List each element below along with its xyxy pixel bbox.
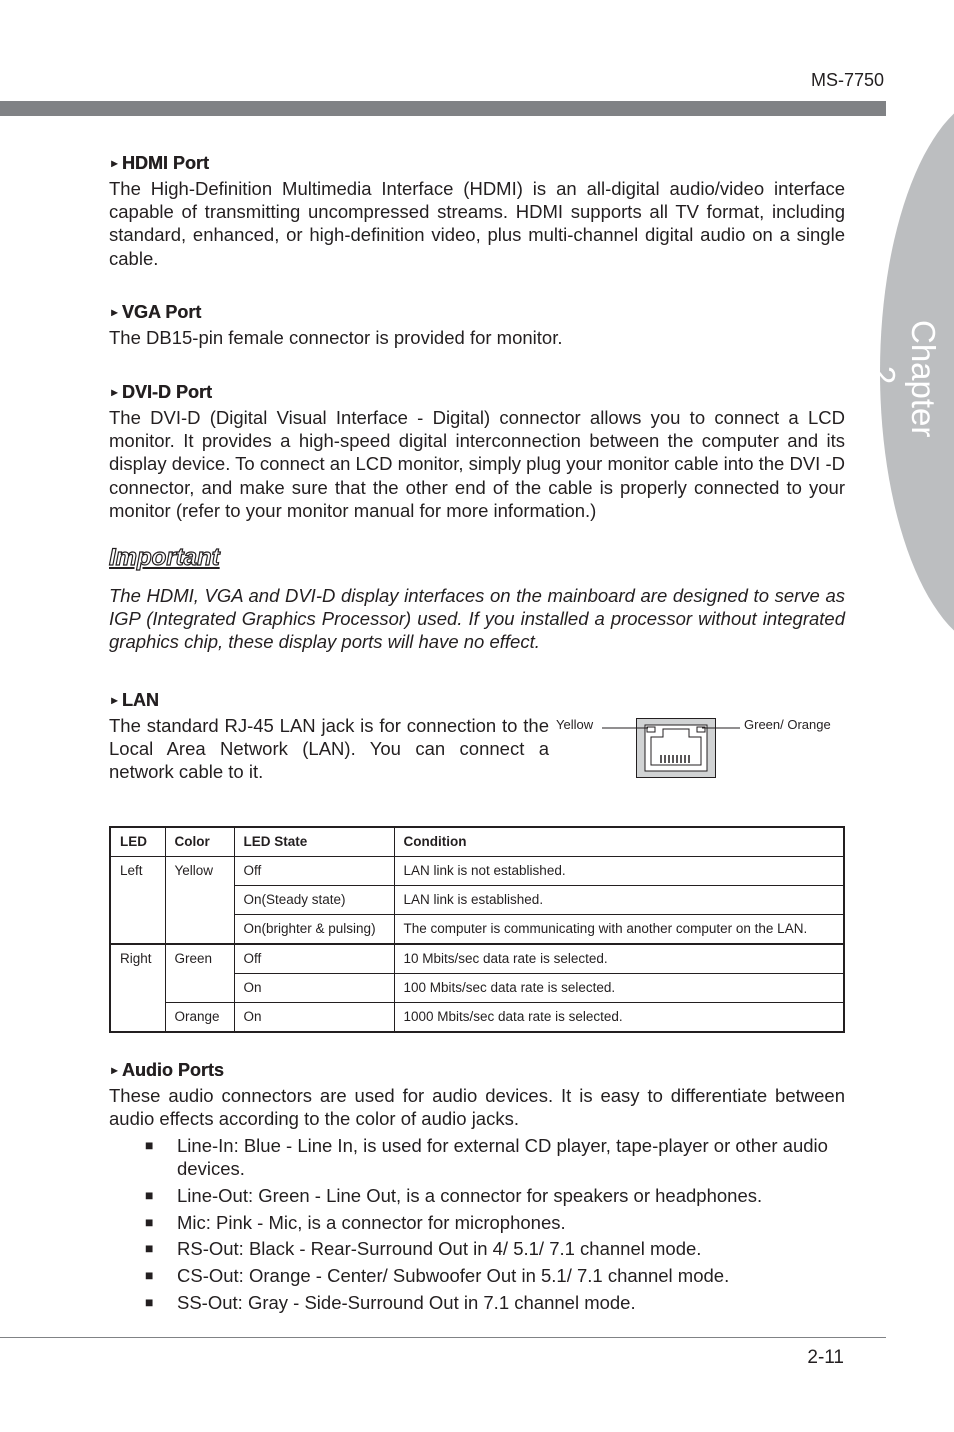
audio-list — [109, 1134, 845, 1314]
triangle-bullet-icon: ► — [109, 387, 120, 400]
square-bullet-icon: ■ — [145, 1213, 154, 1230]
list-item — [109, 1184, 845, 1207]
lan-heading — [109, 687, 845, 714]
hdmi-title: HDMI Port — [121, 153, 209, 173]
square-bullet-icon: ■ — [145, 1240, 154, 1257]
important-heading: Important — [109, 544, 220, 572]
list-item — [109, 1211, 845, 1234]
triangle-bullet-icon: ► — [109, 306, 120, 319]
dvi-title: DVI-D Port — [121, 382, 212, 403]
table-row — [110, 1002, 844, 1032]
hdmi-heading — [109, 150, 845, 177]
list-item — [109, 1134, 845, 1180]
table-header-row — [110, 827, 844, 857]
triangle-bullet-icon: ► — [109, 1064, 120, 1077]
color-cell: Green — [165, 944, 234, 1003]
condition-cell: LAN link is established. — [394, 885, 844, 914]
dvi-body: The DVI-D (Digital Visual Interface - Digital) connector allows you to connect a LCD monitor. It provides a high-speed digital interconnection between the computer and its display device. To connect an LCD monitor, simply plug your monitor cable into the DVI -D connector, and make sure that the other end of the cable is properly connected to your monitor (refer to your monitor manual for more information.) — [109, 407, 845, 521]
state-cell: Off — [234, 944, 394, 974]
led-pointer-lines — [552, 718, 852, 738]
list-item — [109, 1291, 845, 1314]
hdmi-body: The High-Definition Multimedia Interface (HDMI) is an all-digital audio/video interface capable of transmitting uncompressed streams. HDMI supports all TV format, including standard, enhanced, or high-definition video, plus multi-channel digital audio on a single cable. — [109, 178, 845, 269]
state-cell: Off — [234, 856, 394, 885]
condition-cell: 10 Mbits/sec data rate is selected. — [394, 944, 844, 974]
led-cell: Right — [110, 944, 165, 1032]
square-bullet-icon: ■ — [145, 1267, 154, 1284]
state-cell: On — [234, 1002, 394, 1032]
list-item-text: CS-Out: Orange - Center/ Subwoofer Out in 5.1/ 7.1 channel mode. — [177, 1265, 730, 1287]
list-item — [109, 1264, 845, 1287]
lan-row — [109, 714, 845, 806]
list-item — [109, 1237, 845, 1260]
table-header: LED — [110, 827, 165, 857]
model-number: MS-7750 — [810, 70, 884, 90]
square-bullet-icon: ■ — [145, 1186, 154, 1203]
audio-body: These audio connectors are used for audio devices. It is easy to differentiate between audio effects according to the color of audio jacks. — [109, 1084, 845, 1129]
square-bullet-icon: ■ — [145, 1293, 154, 1310]
header-bar — [0, 101, 886, 116]
page-content — [109, 150, 845, 1317]
important-body: The HDMI, VGA and DVI-D display interfaces on the mainboard are designed to serve as IGP (Integrated Graphics Processor) used. If you installed a processor without integrated graphics chip, these display ports will have no effect. — [109, 585, 845, 653]
led-cell: Left — [110, 856, 165, 944]
table-row — [110, 856, 844, 885]
square-bullet-icon: ■ — [145, 1137, 154, 1154]
table-row — [110, 944, 844, 974]
list-item-text: Line-Out: Green - Line Out, is a connector for speakers or headphones. — [177, 1184, 763, 1206]
page-number: 2-11 — [807, 1347, 844, 1368]
footer-rule — [0, 1337, 886, 1338]
audio-title: Audio Ports — [121, 1059, 224, 1080]
lan-body: The standard RJ-45 LAN jack is for connection to the Local Area Network (LAN). You can connect a network cable to it. — [109, 714, 549, 783]
green-orange-led-label: Green/ Orange — [744, 716, 831, 732]
lan-jack-diagram — [552, 718, 852, 788]
condition-cell: 1000 Mbits/sec data rate is selected. — [394, 1002, 844, 1032]
lan-title: LAN — [121, 689, 159, 710]
table-header: Condition — [394, 827, 844, 857]
condition-cell: The computer is communicating with another computer on the LAN. — [394, 914, 844, 944]
audio-heading — [109, 1057, 845, 1084]
color-cell: Yellow — [165, 856, 234, 944]
table-header: Color — [165, 827, 234, 857]
list-item-text: SS-Out: Gray - Side-Surround Out in 7.1 channel mode. — [177, 1291, 636, 1313]
vga-title: VGA Port — [121, 301, 202, 322]
yellow-led-label: Yellow — [556, 716, 594, 732]
chapter-label: Chapter 2 — [865, 320, 942, 438]
condition-cell: 100 Mbits/sec data rate is selected. — [394, 973, 844, 1002]
triangle-bullet-icon: ► — [109, 694, 120, 707]
vga-heading — [109, 299, 845, 326]
list-item-text: RS-Out: Black - Rear-Surround Out in 4/ 5.1/ 7.1 channel mode. — [177, 1238, 702, 1260]
condition-cell: LAN link is not established. — [394, 856, 844, 885]
dvi-heading — [109, 379, 845, 406]
state-cell: On — [234, 973, 394, 1002]
state-cell: On(brighter & pulsing) — [234, 914, 394, 944]
table-header: LED State — [234, 827, 394, 857]
triangle-bullet-icon: ► — [109, 158, 120, 170]
color-cell: Orange — [165, 1002, 234, 1032]
list-item-text: Line-In: Blue - Line In, is used for external CD player, tape-player or other audio devices. — [177, 1135, 828, 1180]
state-cell: On(Steady state) — [234, 885, 394, 914]
vga-body: The DB15-pin female connector is provided for monitor. — [109, 326, 563, 348]
list-item-text: Mic: Pink - Mic, is a connector for microphones. — [177, 1211, 566, 1233]
lan-led-table — [109, 826, 845, 1033]
